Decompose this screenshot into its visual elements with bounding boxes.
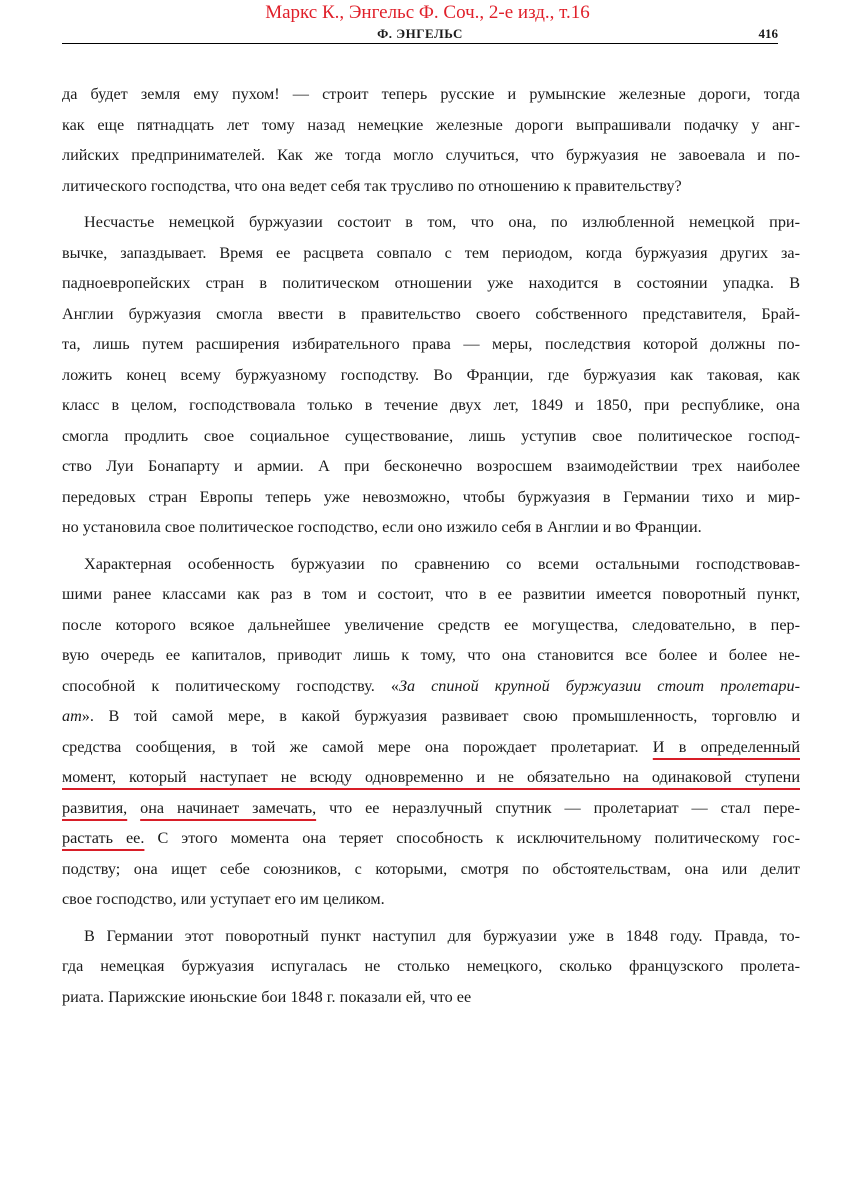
text-line: Англии буржуазия смогла ввести в правительство своего собственного представителя, Брай- — [62, 304, 800, 323]
paragraph-3 — [62, 549, 800, 915]
highlighted-text: И в определенный — [652, 737, 800, 756]
text-line: гда немецкая буржуазия испугалась не столько немецкого, сколько французского пролета- — [62, 957, 800, 975]
text-line: смогла продлить свое социальное существование, лишь уступив свое политическое господ- — [62, 426, 800, 445]
text-line: риата. Парижские июньские бои 1848 г. показали ей, что ее — [62, 987, 472, 1006]
text-run: ». В той самой мере, в какой буржуазия развивает свою промышленность, торговлю и — [81, 707, 800, 725]
text-line: подству; она ищет себе союзников, с которыми, смотря по обстоятельствам, она или делит — [62, 859, 800, 878]
text-line: да будет земля ему пухом! — строит теперь русские и румынские железные дороги, тогда — [62, 85, 800, 103]
text-line: но установила свое политическое господство, если оно изжило себя в Англии и во Франции. — [62, 518, 702, 536]
text-line: свое господство, или уступает его им целиком. — [62, 890, 385, 908]
text-line: Характерная особенность буржуазии по сравнению со всеми остальными господствовав- — [84, 554, 800, 573]
text-line: передовых стран Европы теперь уже невозможно, чтобы буржуазия в Германии тихо и мир- — [62, 487, 800, 506]
text-line: шими ранее классами как раз в том и состоит, что в ее развитии имеется поворотный пункт, — [62, 585, 800, 603]
highlighted-text: растать ее. — [62, 829, 145, 847]
text-line: В Германии этот поворотный пункт наступил для буржуазии уже в 1848 году. Правда, то- — [84, 926, 800, 945]
text-line: Несчастье немецкой буржуазии состоит в том, что она, по излюбленной немецкой при- — [84, 213, 800, 231]
text-line: вую очередь ее капиталов, приводит лишь к тому, что она становится все более и более не- — [62, 646, 800, 664]
text-line — [62, 823, 800, 854]
text-run: способной к политическому господству. « — [62, 676, 399, 695]
text-line: ложить конец всему буржуазному господству. Во Франции, где буржуазия как таковая, как — [62, 365, 800, 384]
text-run: средства сообщения, в той же самой мере она порождает пролетариат. — [62, 737, 653, 756]
text-run: С этого момента она теряет способность к исключительному политическому гос- — [144, 829, 800, 847]
text-line — [62, 732, 800, 763]
page-number: 416 — [758, 26, 778, 41]
text-line: вычке, запаздывает. Время ее расцвета совпало с тем периодом, когда буржуазия других за- — [62, 243, 800, 262]
highlighted-text: она начинает замечать, — [140, 798, 317, 817]
text-line — [62, 701, 800, 732]
text-line: падноевропейских стран в политическом отношении уже находится в состоянии упадка. В — [62, 274, 800, 292]
running-head-author: Ф. ЭНГЕЛЬС — [377, 26, 463, 41]
italic-quote: ат — [62, 707, 82, 725]
source-citation: Маркс К., Энгельс Ф. Соч., 2-е изд., т.16 — [265, 2, 590, 23]
paragraph-4 — [62, 921, 800, 1013]
text-line: та, лишь путем расширения избирательного права — меры, последствия которой должны по- — [62, 335, 800, 353]
highlighted-text: развития, — [62, 798, 128, 817]
text-line — [62, 793, 800, 824]
text-run: что ее неразлучный спутник — пролетариат — стал пере- — [316, 798, 800, 817]
text-line: ство Луи Бонапарту и армии. А при бесконечно возросшем взаимодействии трех наиболее — [62, 457, 800, 475]
text-line — [62, 762, 800, 793]
running-head — [62, 25, 778, 44]
text-line: после которого всякое дальнейшее увеличение средств ее могущества, следовательно, в пер- — [62, 615, 800, 634]
paragraph-1 — [62, 79, 800, 201]
text-line — [62, 671, 800, 702]
paragraph-2 — [62, 207, 800, 543]
text-line: класс в целом, господствовала только в течение двух лет, 1849 и 1850, при республике, она — [62, 396, 800, 414]
body-text — [62, 79, 800, 1012]
italic-quote: За спиной крупной буржуазии стоит пролетари- — [398, 676, 800, 695]
text-line: как еще пятнадцать лет тому назад немецкие железные дороги выпрашивали подачку у анг- — [62, 115, 800, 134]
text-run — [127, 799, 140, 817]
highlighted-text: момент, который наступает не всюду одновременно и не обязательно на одинаковой ступени — [62, 768, 800, 786]
text-line: литического господства, что она ведет себя так трусливо по отношению к правительству? — [62, 176, 682, 195]
text-line: лийских предпринимателей. Как же тогда могло случиться, что буржуазия не завоевала и по- — [62, 146, 800, 164]
